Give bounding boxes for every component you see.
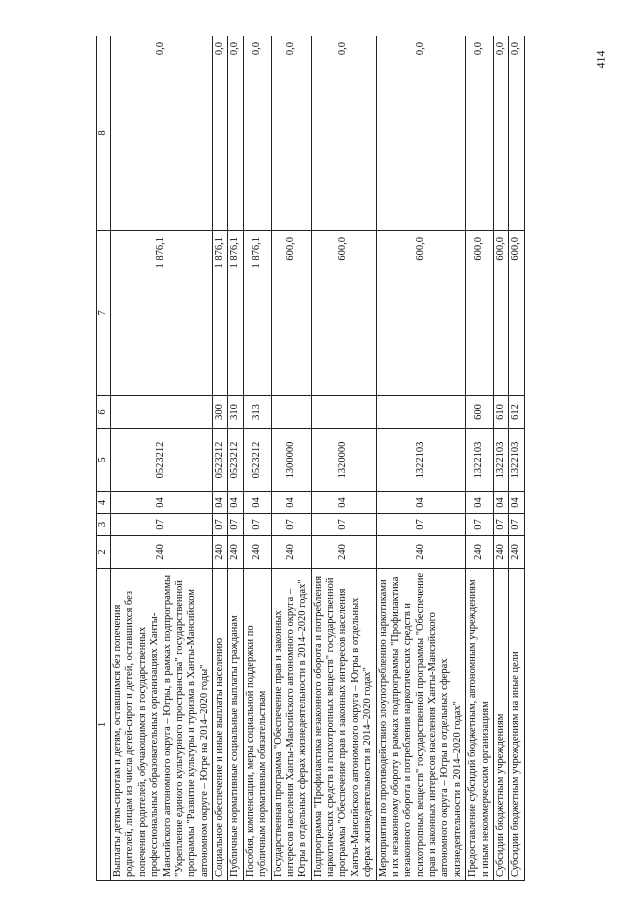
code-6: 313 [243,396,271,429]
rotated-table-area [96,36,584,881]
code-5: 1322103 [466,429,494,492]
code-5: 1320000 [311,429,376,492]
code-6: 300 [213,396,228,429]
code-2: 240 [466,536,494,569]
code-4: 04 [493,492,508,514]
row-name: Социальное обеспечение и иные выплаты населению [213,569,228,881]
amount-7: 600,0 [466,231,494,396]
column-header: 5 [97,429,111,492]
code-5: 1322103 [509,429,524,492]
amount-7: 600,0 [493,231,508,396]
code-4: 04 [243,492,271,514]
code-3: 07 [466,514,494,536]
code-6 [376,396,466,429]
column-header: 3 [97,514,111,536]
column-header: 2 [97,536,111,569]
amount-8: 0,0 [493,36,508,231]
row-name: Субсидии бюджетным учреждениям на иные цели [509,569,524,881]
table-row [466,36,494,881]
row-name: Подпрограмма "Профилактика незаконного оборота и потребления наркотических средств и психотропных веществ" государственной программы "Обеспечение прав и законных интересов населения Ханты-Мансийского автономного округа – Югры в отдельных сферах жизнедеятельности в 2014–2020 годах" [311,569,376,881]
code-3: 07 [311,514,376,536]
amount-8: 0,0 [509,36,524,231]
code-5: 0523212 [111,429,213,492]
code-6: 612 [509,396,524,429]
code-5: 0523212 [243,429,271,492]
code-3: 07 [509,514,524,536]
code-3: 07 [243,514,271,536]
table-container [96,36,584,881]
code-5: 1322103 [376,429,466,492]
row-name: Мероприятия по противодействию злоупотреблению наркотиками и их незаконному обороту в рамках подпрограммы "Профилактика незаконного оборота и потребления наркотических средств и психотропных веществ" государственной программы "Обеспечение прав и законных интересов населения Ханты-Мансийского автономного округа – Югры в отдельных сферах жизнедеятельности в 2014–2020 годах" [376,569,466,881]
row-name: Предоставление субсидий бюджетным, автономным учреждениям и иным некоммерческим организациям [466,569,494,881]
column-header: 4 [97,492,111,514]
amount-7: 1 876,1 [111,231,213,396]
amount-8: 0,0 [466,36,494,231]
budget-table [96,36,525,881]
row-name: Пособия, компенсации, меры социальной поддержки по публичным нормативным обязательствам [243,569,271,881]
code-2: 240 [311,536,376,569]
code-4: 04 [213,492,228,514]
table-row [376,36,466,881]
page-number: 414 [593,50,608,69]
amount-7: 1 876,1 [243,231,271,396]
code-6: 600 [466,396,494,429]
header-row [97,36,111,881]
code-5: 0523212 [228,429,243,492]
code-2: 240 [376,536,466,569]
amount-7: 1 876,1 [228,231,243,396]
code-3: 07 [493,514,508,536]
row-name: Выплаты детям-сиротам и детям, оставшимся без попечения родителей, лицам из числа детей-сирот и детей, оставшихся без попечения родителей, обучающимся в государственных профессиональных образовательных организациях Ханты-Мансийского автономного округа – Югры, в рамках подпрограммы "Укрепление единого культурного пространства" государственной программы "Развитие культуры и туризма в Ханты-Мансийском автономном округе – Югре на 2014–2020 годы" [111,569,213,881]
amount-7: 600,0 [271,231,311,396]
code-5: 1300000 [271,429,311,492]
code-6 [311,396,376,429]
code-3: 07 [228,514,243,536]
code-6: 610 [493,396,508,429]
amount-8: 0,0 [243,36,271,231]
table-row [243,36,271,881]
column-header: 7 [97,231,111,396]
code-6: 310 [228,396,243,429]
code-4: 04 [271,492,311,514]
code-4: 04 [111,492,213,514]
amount-8: 0,0 [111,36,213,231]
code-2: 240 [509,536,524,569]
code-3: 07 [376,514,466,536]
amount-7: 1 876,1 [213,231,228,396]
code-6 [111,396,213,429]
code-4: 04 [311,492,376,514]
code-5: 0523212 [213,429,228,492]
code-4: 04 [376,492,466,514]
code-4: 04 [509,492,524,514]
code-2: 240 [243,536,271,569]
table-row [111,36,213,881]
code-3: 07 [271,514,311,536]
amount-8: 0,0 [213,36,228,231]
code-2: 240 [228,536,243,569]
amount-8: 0,0 [271,36,311,231]
row-name: Государственная программа "Обеспечение прав и законных интересов населения Ханты-Мансийского автономного округа – Югры в отдельных сферах жизнедеятельности в 2014–2020 годах" [271,569,311,881]
code-2: 240 [493,536,508,569]
amount-8: 0,0 [228,36,243,231]
table-row [271,36,311,881]
amount-7: 600,0 [376,231,466,396]
amount-7: 600,0 [509,231,524,396]
row-name: Субсидии бюджетным учреждениям [493,569,508,881]
table-body [111,36,525,881]
code-2: 240 [213,536,228,569]
table-row [213,36,228,881]
table-row [228,36,243,881]
table-row [509,36,524,881]
code-3: 07 [111,514,213,536]
table-row [311,36,376,881]
code-4: 04 [466,492,494,514]
column-header: 6 [97,396,111,429]
column-header: 1 [97,569,111,881]
code-2: 240 [271,536,311,569]
code-5: 1322103 [493,429,508,492]
row-name: Публичные нормативные социальные выплаты гражданам [228,569,243,881]
table-row [493,36,508,881]
code-2: 240 [111,536,213,569]
code-6 [271,396,311,429]
amount-8: 0,0 [311,36,376,231]
column-header: 8 [97,36,111,231]
amount-8: 0,0 [376,36,466,231]
code-4: 04 [228,492,243,514]
code-3: 07 [213,514,228,536]
amount-7: 600,0 [311,231,376,396]
